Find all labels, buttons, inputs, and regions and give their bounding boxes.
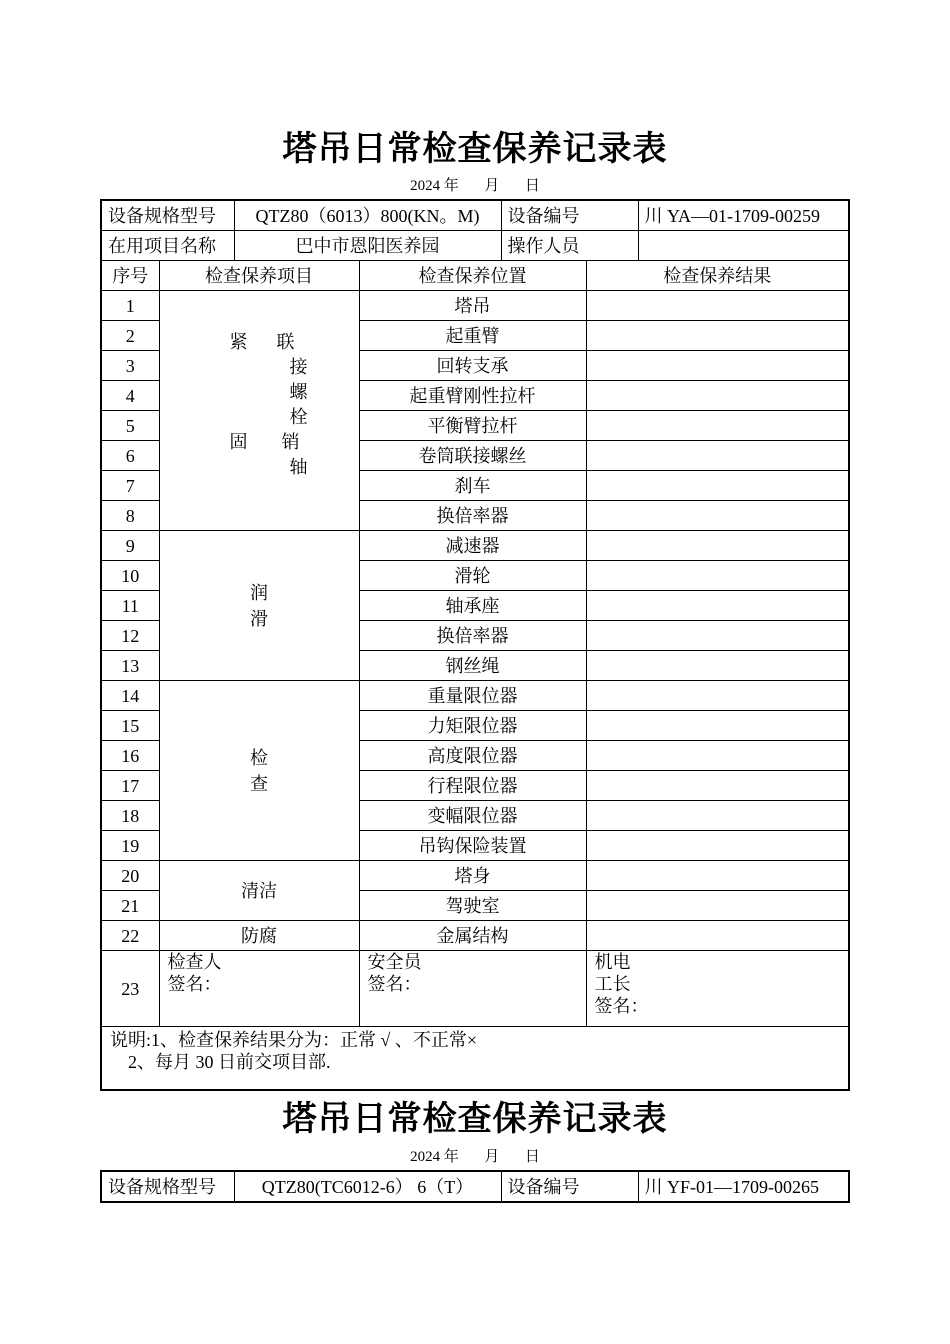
- row-result: [586, 621, 849, 651]
- form2-date: [0, 1148, 950, 1166]
- row-no: 12: [101, 621, 159, 651]
- row-no: 2: [101, 321, 159, 351]
- row-position: 重量限位器: [359, 681, 586, 711]
- row-no: 23: [101, 951, 159, 1027]
- form2-spec-value: QTZ80(TC6012-6） 6（T）: [234, 1171, 501, 1202]
- foreman-signature-cell[interactable]: [586, 951, 849, 1027]
- row-no: 7: [101, 471, 159, 501]
- foreman-label-2: 工长: [594, 974, 631, 994]
- form2-date-month: 月: [484, 1149, 500, 1165]
- form1-date-month: 月: [484, 178, 500, 194]
- row-result: [586, 741, 849, 771]
- row-result: [586, 711, 849, 741]
- inspector-signature-cell[interactable]: [159, 951, 359, 1027]
- foreman-label-1: 机电: [594, 952, 631, 972]
- row-no: 5: [101, 411, 159, 441]
- header-position: 检查保养位置: [359, 261, 586, 291]
- row-no: 21: [101, 891, 159, 921]
- safety-sign-label: 签名：: [367, 974, 422, 994]
- form1-date: [0, 177, 950, 195]
- fastening-text-jie: 接: [289, 356, 308, 377]
- row-position: 塔身: [359, 861, 586, 891]
- form2-spec-label: 设备规格型号: [101, 1171, 234, 1202]
- inspector-sign-label: 签名：: [167, 974, 222, 994]
- row-no: 9: [101, 531, 159, 561]
- form1-date-day: 日: [524, 178, 540, 194]
- group-fastening: [159, 291, 359, 531]
- row-position: 换倍率器: [359, 501, 586, 531]
- row-position: 力矩限位器: [359, 711, 586, 741]
- row-no: 6: [101, 441, 159, 471]
- row-no: 19: [101, 831, 159, 861]
- row-no: 4: [101, 381, 159, 411]
- row-result: [586, 501, 849, 531]
- row-result: [586, 441, 849, 471]
- row-result: [586, 681, 849, 711]
- row-no: 10: [101, 561, 159, 591]
- notes-line-1: 说明:1、检查保养结果分为：正常 √ 、不正常×: [110, 1030, 478, 1050]
- group-cleaning: 清洁: [159, 861, 359, 921]
- operator-value: [638, 231, 849, 261]
- notes-line-2: 2、每月 30 日前交项目部.: [128, 1052, 331, 1072]
- row-position: 钢丝绳: [359, 651, 586, 681]
- spec-label: 设备规格型号: [101, 200, 234, 231]
- row-no: 15: [101, 711, 159, 741]
- form2-date-day: 日: [524, 1149, 540, 1165]
- row-no: 20: [101, 861, 159, 891]
- form2-table: [100, 1170, 850, 1203]
- row-position: 回转支承: [359, 351, 586, 381]
- operator-label: 操作人员: [501, 231, 638, 261]
- row-result: [586, 891, 849, 921]
- row-result: [586, 351, 849, 381]
- foreman-sign-label: 签名：: [594, 996, 649, 1016]
- equip-no-value: 川 YA—01-1709-00259: [638, 200, 849, 231]
- row-position: 吊钩保险装置: [359, 831, 586, 861]
- fastening-text-shuan: 栓: [289, 406, 308, 427]
- row-result: [586, 801, 849, 831]
- group-lubrication: [159, 531, 359, 681]
- row-result: [586, 531, 849, 561]
- row-result: [586, 381, 849, 411]
- header-item: 检查保养项目: [159, 261, 359, 291]
- group-inspection: [159, 681, 359, 861]
- safety-officer-label: 安全员: [367, 952, 422, 972]
- row-no: 11: [101, 591, 159, 621]
- lubrication-text-1: 润: [250, 582, 268, 603]
- row-position: 换倍率器: [359, 621, 586, 651]
- row-result: [586, 831, 849, 861]
- project-label: 在用项目名称: [101, 231, 234, 261]
- row-no: 18: [101, 801, 159, 831]
- row-result: [586, 471, 849, 501]
- row-result: [586, 591, 849, 621]
- row-no: 14: [101, 681, 159, 711]
- row-position: 金属结构: [359, 921, 586, 951]
- safety-officer-signature-cell[interactable]: [359, 951, 586, 1027]
- row-no: 16: [101, 741, 159, 771]
- row-result: [586, 921, 849, 951]
- row-position: 起重臂: [359, 321, 586, 351]
- row-position: 高度限位器: [359, 741, 586, 771]
- form1-title: 塔吊日常检查保养记录表: [282, 131, 668, 168]
- fastening-text-xiao: 销: [281, 431, 300, 452]
- row-position: 平衡臂拉杆: [359, 411, 586, 441]
- row-position: 刹车: [359, 471, 586, 501]
- row-result: [586, 651, 849, 681]
- header-seq: 序号: [101, 261, 159, 291]
- notes-cell: [101, 1027, 849, 1091]
- row-position: 减速器: [359, 531, 586, 561]
- row-position: 卷筒联接螺丝: [359, 441, 586, 471]
- inspector-label: 检查人: [167, 952, 222, 972]
- row-position: 轴承座: [359, 591, 586, 621]
- form1-table: [100, 199, 850, 1091]
- row-position: 驾驶室: [359, 891, 586, 921]
- fastening-text-zhou: 轴: [289, 456, 308, 477]
- lubrication-text-2: 滑: [250, 608, 268, 629]
- row-no: 17: [101, 771, 159, 801]
- form2-date-year: 2024 年: [410, 1149, 459, 1165]
- fastening-text-jin: 紧: [229, 331, 248, 352]
- row-result: [586, 411, 849, 441]
- row-result: [586, 861, 849, 891]
- project-value: 巴中市恩阳医养园: [234, 231, 501, 261]
- row-result: [586, 291, 849, 321]
- row-no: 3: [101, 351, 159, 381]
- row-no: 1: [101, 291, 159, 321]
- inspection-text-2: 查: [250, 773, 268, 794]
- fastening-text-gu: 固: [229, 431, 248, 452]
- spec-value: QTZ80（6013）800(KN。M): [234, 200, 501, 231]
- fastening-text-lian: 联: [276, 331, 295, 352]
- row-position: 滑轮: [359, 561, 586, 591]
- form2-equip-no-label: 设备编号: [501, 1171, 638, 1202]
- row-result: [586, 561, 849, 591]
- row-result: [586, 771, 849, 801]
- equip-no-label: 设备编号: [501, 200, 638, 231]
- form2-title: 塔吊日常检查保养记录表: [282, 1101, 668, 1138]
- row-no: 8: [101, 501, 159, 531]
- row-position: 行程限位器: [359, 771, 586, 801]
- row-result: [586, 321, 849, 351]
- row-no: 13: [101, 651, 159, 681]
- header-result: 检查保养结果: [586, 261, 849, 291]
- row-position: 塔吊: [359, 291, 586, 321]
- group-anticorrosion: 防腐: [159, 921, 359, 951]
- inspection-text-1: 检: [250, 747, 268, 768]
- fastening-text-luo: 螺: [289, 381, 308, 402]
- row-position: 起重臂刚性拉杆: [359, 381, 586, 411]
- form2-equip-no-value: 川 YF-01—1709-00265: [638, 1171, 849, 1202]
- form1-date-year: 2024 年: [410, 178, 459, 194]
- row-no: 22: [101, 921, 159, 951]
- row-position: 变幅限位器: [359, 801, 586, 831]
